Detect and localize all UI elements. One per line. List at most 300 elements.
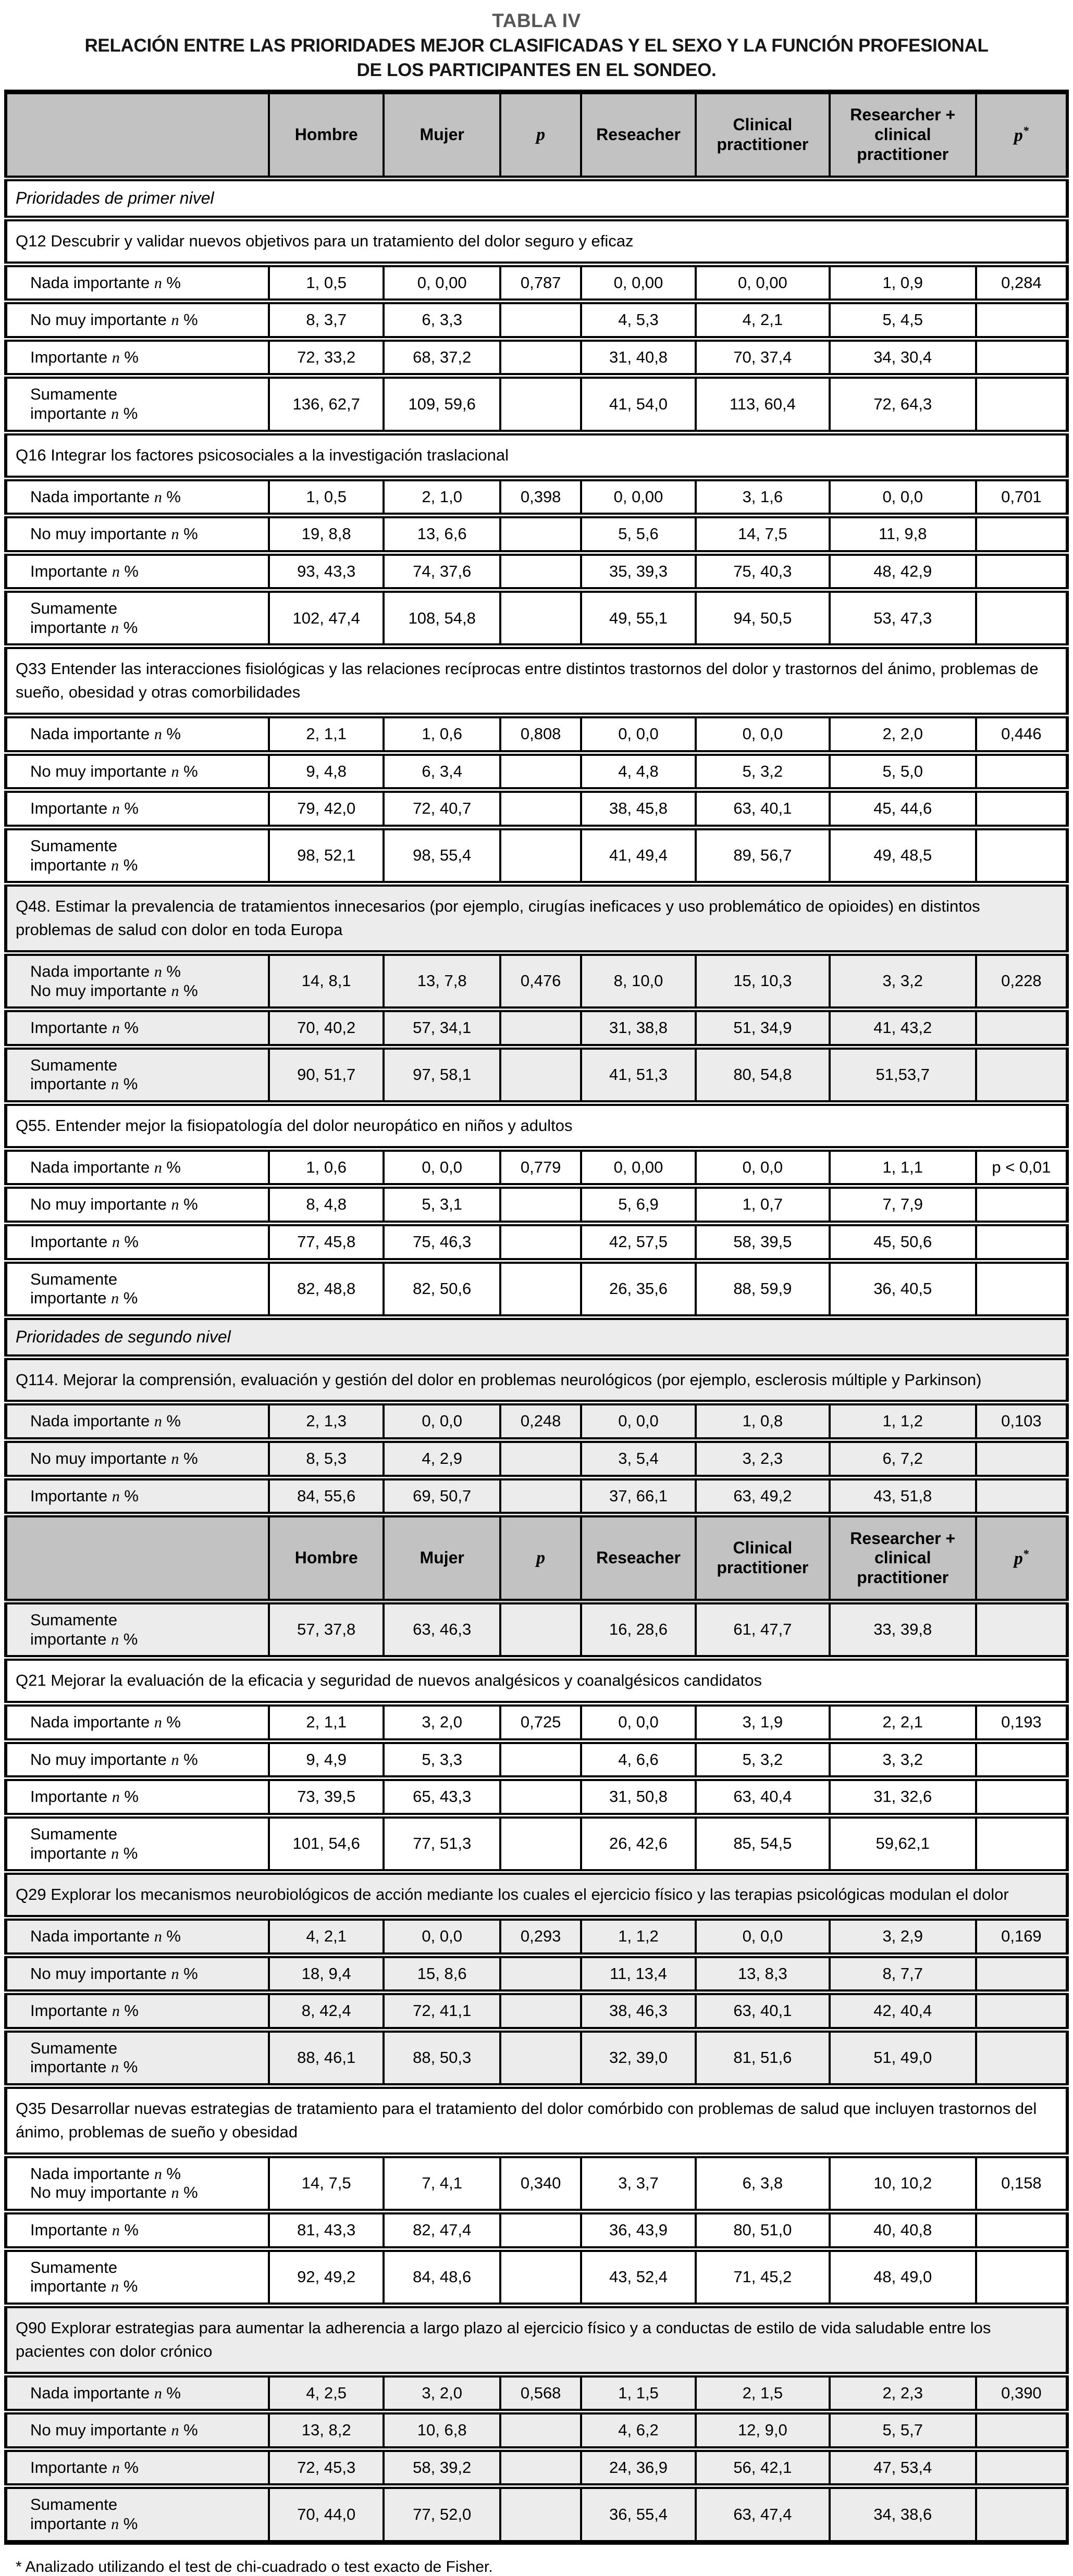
value-cell: 0,476 xyxy=(500,953,581,1010)
value-cell: 0,103 xyxy=(976,1403,1067,1440)
value-cell: 36, 43,9 xyxy=(581,2212,696,2249)
value-cell: 1, 0,9 xyxy=(830,264,976,302)
row-label-cell: No muy importante n % xyxy=(6,302,269,339)
value-cell: 14, 7,5 xyxy=(696,516,830,553)
value-cell: 98, 55,4 xyxy=(384,828,500,884)
section-row xyxy=(6,1317,1067,1357)
data-row xyxy=(6,2374,1067,2412)
value-cell: 0,293 xyxy=(500,1918,581,1956)
value-cell: 34, 38,6 xyxy=(830,2486,976,2542)
data-row xyxy=(6,1602,1067,1658)
value-cell: 63, 40,1 xyxy=(696,1993,830,2030)
value-cell: 12, 9,0 xyxy=(696,2412,830,2449)
value-cell: 0, 0,0 xyxy=(384,1403,500,1440)
value-cell xyxy=(500,790,581,828)
value-cell: 65, 43,3 xyxy=(384,1778,500,1816)
value-cell: 19, 8,8 xyxy=(269,516,384,553)
value-cell: 57, 37,8 xyxy=(269,1602,384,1658)
value-cell: 0,779 xyxy=(500,1149,581,1186)
value-cell xyxy=(500,1010,581,1047)
value-cell: 0, 0,00 xyxy=(581,478,696,516)
value-cell: 18, 9,4 xyxy=(269,1955,384,1993)
value-cell: 3, 2,3 xyxy=(696,1440,830,1478)
row-label-cell: Nada importante n % xyxy=(6,1704,269,1741)
question-title: Q90 Explorar estrategias para aumentar la adherencia a largo plazo al ejercicio físico y a conductas de estilo de vida saludable entre los pacientes con dolor crónico xyxy=(6,2305,1067,2374)
value-cell: 101, 54,6 xyxy=(269,1816,384,1872)
value-cell xyxy=(976,1261,1067,1317)
value-cell: 8, 3,7 xyxy=(269,302,384,339)
value-cell: 4, 5,3 xyxy=(581,302,696,339)
value-cell: 2, 1,1 xyxy=(269,716,384,753)
value-cell: 32, 39,0 xyxy=(581,2030,696,2086)
question-row xyxy=(6,2086,1067,2156)
table-footnote: * Analizado utilizando el test de chi-cuadrado o test exacto de Fisher. xyxy=(16,2558,493,2575)
header-cell-p: p xyxy=(500,1515,581,1602)
value-cell: 3, 5,4 xyxy=(581,1440,696,1478)
header-cell-empty xyxy=(6,92,269,179)
value-cell xyxy=(500,1186,581,1224)
value-cell: 88, 46,1 xyxy=(269,2030,384,2086)
header-cell-p: p* xyxy=(976,92,1067,179)
value-cell xyxy=(976,1741,1067,1778)
value-cell: 48, 49,0 xyxy=(830,2249,976,2305)
value-cell: 2, 2,0 xyxy=(830,716,976,753)
value-cell: 88, 50,3 xyxy=(384,2030,500,2086)
row-label-cell: Nada importante n % xyxy=(6,478,269,516)
value-cell: 33, 39,8 xyxy=(830,1602,976,1658)
data-row xyxy=(6,376,1067,432)
value-cell: 31, 40,8 xyxy=(581,339,696,376)
value-cell: 1, 0,5 xyxy=(269,264,384,302)
value-cell: 82, 47,4 xyxy=(384,2212,500,2249)
row-label-cell: No muy importante n % xyxy=(6,753,269,790)
value-cell xyxy=(976,1440,1067,1478)
value-cell xyxy=(976,1186,1067,1224)
value-cell: 42, 40,4 xyxy=(830,1993,976,2030)
value-cell: 24, 36,9 xyxy=(581,2449,696,2486)
question-row xyxy=(6,1103,1067,1149)
data-row xyxy=(6,1778,1067,1816)
row-label-cell: Importante n % xyxy=(6,1993,269,2030)
data-row xyxy=(6,1186,1067,1224)
value-cell xyxy=(976,1010,1067,1047)
value-cell: 0, 0,0 xyxy=(696,1918,830,1956)
row-label-cell: No muy importante n % xyxy=(6,1186,269,1224)
value-cell: 0,340 xyxy=(500,2155,581,2211)
value-cell: 93, 43,3 xyxy=(269,553,384,590)
value-cell: 2, 1,3 xyxy=(269,1403,384,1440)
value-cell: 63, 46,3 xyxy=(384,1602,500,1658)
value-cell: 2, 1,1 xyxy=(269,1704,384,1741)
value-cell: 0, 0,0 xyxy=(581,716,696,753)
value-cell: 41, 43,2 xyxy=(830,1010,976,1047)
value-cell: 82, 50,6 xyxy=(384,1261,500,1317)
value-cell: 0, 0,00 xyxy=(384,264,500,302)
value-cell xyxy=(500,2030,581,2086)
table-header-row xyxy=(6,1515,1067,1602)
question-row xyxy=(6,218,1067,264)
header-cell-mujer: Mujer xyxy=(384,92,500,179)
value-cell xyxy=(500,1741,581,1778)
value-cell: 0,398 xyxy=(500,478,581,516)
value-cell xyxy=(976,2449,1067,2486)
header-cell-hombre: Hombre xyxy=(269,1515,384,1602)
data-row xyxy=(6,1149,1067,1186)
row-label-cell: Sumamente importante n % xyxy=(6,590,269,646)
value-cell: 6, 3,8 xyxy=(696,2155,830,2211)
value-cell xyxy=(976,1047,1067,1103)
value-cell xyxy=(976,2249,1067,2305)
value-cell: 77, 51,3 xyxy=(384,1816,500,1872)
question-title: Q114. Mejorar la comprensión, evaluación y gestión del dolor en problemas neurológicos (por ejemplo, esclerosis múltiple y Parkinson) xyxy=(6,1357,1067,1403)
value-cell xyxy=(500,2486,581,2542)
value-cell: 38, 45,8 xyxy=(581,790,696,828)
value-cell xyxy=(976,339,1067,376)
data-row xyxy=(6,716,1067,753)
data-row xyxy=(6,1816,1067,1872)
value-cell xyxy=(500,302,581,339)
value-cell: 3, 2,9 xyxy=(830,1918,976,1956)
question-title: Q35 Desarrollar nuevas estrategias de tratamiento para el tratamiento del dolor comórbido con problemas de salud que incluyen trastornos del ánimo, problemas de sueño y obesidad xyxy=(6,2086,1067,2156)
data-row xyxy=(6,1918,1067,1956)
value-cell: 1, 0,6 xyxy=(269,1149,384,1186)
value-cell: 16, 28,6 xyxy=(581,1602,696,1658)
value-cell: 51, 34,9 xyxy=(696,1010,830,1047)
data-row xyxy=(6,302,1067,339)
value-cell: 38, 46,3 xyxy=(581,1993,696,2030)
value-cell xyxy=(500,828,581,884)
value-cell: 2, 2,1 xyxy=(830,1704,976,1741)
value-cell xyxy=(500,516,581,553)
value-cell: 80, 54,8 xyxy=(696,1047,830,1103)
data-row xyxy=(6,478,1067,516)
value-cell xyxy=(500,590,581,646)
value-cell: 31, 38,8 xyxy=(581,1010,696,1047)
value-cell: 14, 8,1 xyxy=(269,953,384,1010)
header-cell-clinical-practitioner: Clinical practitioner xyxy=(696,92,830,179)
data-row xyxy=(6,1010,1067,1047)
value-cell: 97, 58,1 xyxy=(384,1047,500,1103)
data-row xyxy=(6,2155,1067,2211)
value-cell xyxy=(500,1993,581,2030)
value-cell xyxy=(500,1440,581,1478)
value-cell: 5, 3,1 xyxy=(384,1186,500,1224)
value-cell: 70, 37,4 xyxy=(696,339,830,376)
section-row xyxy=(6,179,1067,219)
value-cell: 0, 0,00 xyxy=(581,264,696,302)
row-label-cell: Sumamente importante n % xyxy=(6,1261,269,1317)
value-cell: 3, 2,0 xyxy=(384,1704,500,1741)
value-cell: 8, 7,7 xyxy=(830,1955,976,1993)
value-cell: 10, 6,8 xyxy=(384,2412,500,2449)
value-cell: 41, 49,4 xyxy=(581,828,696,884)
value-cell: 80, 51,0 xyxy=(696,2212,830,2249)
question-title: Q55. Entender mejor la fisiopatología del dolor neuropático en niños y adultos xyxy=(6,1103,1067,1149)
value-cell: 2, 2,3 xyxy=(830,2374,976,2412)
data-row xyxy=(6,828,1067,884)
value-cell: 2, 1,0 xyxy=(384,478,500,516)
value-cell: 7, 4,1 xyxy=(384,2155,500,2211)
value-cell: 75, 46,3 xyxy=(384,1224,500,1261)
value-cell: 1, 1,1 xyxy=(830,1149,976,1186)
value-cell: 3, 1,9 xyxy=(696,1704,830,1741)
question-title: Q12 Descubrir y validar nuevos objetivos para un tratamiento del dolor seguro y eficaz xyxy=(6,218,1067,264)
value-cell: 56, 42,1 xyxy=(696,2449,830,2486)
data-row xyxy=(6,953,1067,1010)
question-row xyxy=(6,1658,1067,1704)
value-cell: 43, 52,4 xyxy=(581,2249,696,2305)
value-cell: 3, 3,2 xyxy=(830,1741,976,1778)
value-cell xyxy=(500,2212,581,2249)
row-label-cell: No muy importante n % xyxy=(6,2412,269,2449)
value-cell: 0, 0,0 xyxy=(696,716,830,753)
row-label-cell: Sumamente importante n % xyxy=(6,1602,269,1658)
row-label-cell: Nada importante n % xyxy=(6,716,269,753)
value-cell xyxy=(976,2412,1067,2449)
row-label-cell: No muy importante n % xyxy=(6,1741,269,1778)
question-row xyxy=(6,432,1067,478)
table-title-text-line1: RELACIÓN ENTRE LAS PRIORIDADES MEJOR CLASIFICADAS Y EL SEXO Y LA FUNCIÓN PROFESIONAL xyxy=(84,35,989,56)
value-cell: 84, 55,6 xyxy=(269,1477,384,1515)
row-label-cell: Sumamente importante n % xyxy=(6,2030,269,2086)
value-cell: 15, 8,6 xyxy=(384,1955,500,1993)
data-row xyxy=(6,339,1067,376)
value-cell: 77, 45,8 xyxy=(269,1224,384,1261)
value-cell: 5, 5,0 xyxy=(830,753,976,790)
data-row xyxy=(6,2449,1067,2486)
value-cell: 98, 52,1 xyxy=(269,828,384,884)
value-cell: 68, 37,2 xyxy=(384,339,500,376)
value-cell xyxy=(500,2249,581,2305)
row-label-cell: Importante n % xyxy=(6,1224,269,1261)
value-cell: 4, 2,1 xyxy=(269,1918,384,1956)
value-cell: 0,248 xyxy=(500,1403,581,1440)
value-cell: 4, 2,5 xyxy=(269,2374,384,2412)
value-cell: 4, 6,2 xyxy=(581,2412,696,2449)
question-row xyxy=(6,1357,1067,1403)
value-cell: 14, 7,5 xyxy=(269,2155,384,2211)
value-cell: 11, 9,8 xyxy=(830,516,976,553)
value-cell: 74, 37,6 xyxy=(384,553,500,590)
value-cell: 3, 2,0 xyxy=(384,2374,500,2412)
value-cell: 0, 0,0 xyxy=(581,1704,696,1741)
row-label-cell: Sumamente importante n % xyxy=(6,1816,269,1872)
value-cell: 5, 4,5 xyxy=(830,302,976,339)
value-cell: 3, 1,6 xyxy=(696,478,830,516)
value-cell: 35, 39,3 xyxy=(581,553,696,590)
question-title: Q48. Estimar la prevalencia de tratamientos innecesarios (por ejemplo, cirugías ineficaces y uso problemático de opioides) en distintos problemas de salud con dolor en toda Europa xyxy=(6,884,1067,953)
row-label-cell: Nada importante n % xyxy=(6,1918,269,1956)
value-cell: 1, 0,5 xyxy=(269,478,384,516)
value-cell: 5, 3,3 xyxy=(384,1741,500,1778)
data-row xyxy=(6,753,1067,790)
value-cell: 10, 10,2 xyxy=(830,2155,976,2211)
value-cell: 8, 4,8 xyxy=(269,1186,384,1224)
row-label-cell: Nada importante n % xyxy=(6,2374,269,2412)
value-cell: 51, 49,0 xyxy=(830,2030,976,2086)
question-title: Q33 Entender las interacciones fisiológicas y las relaciones recíprocas entre distintos trastornos del dolor y trastornos del ánimo, problemas de sueño, obesidad y otras comorbilidades xyxy=(6,646,1067,716)
value-cell: 42, 57,5 xyxy=(581,1224,696,1261)
data-row xyxy=(6,516,1067,553)
value-cell: 41, 54,0 xyxy=(581,376,696,432)
data-row xyxy=(6,1993,1067,2030)
value-cell: 81, 43,3 xyxy=(269,2212,384,2249)
header-cell-clinical-practitioner: Clinical practitioner xyxy=(696,1515,830,1602)
header-cell-researcher-clinical-practitioner: Researcher + clinical practitioner xyxy=(830,92,976,179)
value-cell xyxy=(976,1993,1067,2030)
data-row xyxy=(6,2249,1067,2305)
data-row xyxy=(6,2212,1067,2249)
results-table-body xyxy=(6,92,1067,2543)
value-cell: 94, 50,5 xyxy=(696,590,830,646)
question-row xyxy=(6,646,1067,716)
header-cell-p: p* xyxy=(976,1515,1067,1602)
value-cell: 9, 4,9 xyxy=(269,1741,384,1778)
value-cell: 77, 52,0 xyxy=(384,2486,500,2542)
data-row xyxy=(6,1224,1067,1261)
value-cell: 0, 0,00 xyxy=(696,264,830,302)
value-cell xyxy=(976,1955,1067,1993)
table-title-text-line2: DE LOS PARTICIPANTES EN EL SONDEO. xyxy=(356,60,717,80)
header-cell-empty xyxy=(6,1515,269,1602)
data-row xyxy=(6,590,1067,646)
value-cell: 70, 44,0 xyxy=(269,2486,384,2542)
data-row xyxy=(6,1741,1067,1778)
row-label-cell: Sumamente importante n % xyxy=(6,828,269,884)
row-label-cell: No muy importante n % xyxy=(6,1955,269,1993)
value-cell: 109, 59,6 xyxy=(384,376,500,432)
value-cell xyxy=(500,1261,581,1317)
value-cell xyxy=(500,1047,581,1103)
question-row xyxy=(6,2305,1067,2374)
value-cell: 0, 0,0 xyxy=(696,1149,830,1186)
row-label-cell: Importante n % xyxy=(6,339,269,376)
value-cell: 51,53,7 xyxy=(830,1047,976,1103)
value-cell xyxy=(976,2030,1067,2086)
value-cell: 0,808 xyxy=(500,716,581,753)
value-cell: 89, 56,7 xyxy=(696,828,830,884)
value-cell: 1, 1,2 xyxy=(581,1918,696,1956)
value-cell xyxy=(976,590,1067,646)
value-cell: 49, 48,5 xyxy=(830,828,976,884)
value-cell: 81, 51,6 xyxy=(696,2030,830,2086)
row-label-cell: Importante n % xyxy=(6,553,269,590)
section-title: Prioridades de primer nivel xyxy=(6,179,1067,219)
value-cell: 4, 4,8 xyxy=(581,753,696,790)
value-cell: 71, 45,2 xyxy=(696,2249,830,2305)
question-title: Q16 Integrar los factores psicosociales a la investigación traslacional xyxy=(6,432,1067,478)
row-label-cell: Nada importante n % xyxy=(6,1149,269,1186)
value-cell: 63, 49,2 xyxy=(696,1477,830,1515)
value-cell: 47, 53,4 xyxy=(830,2449,976,2486)
value-cell: 26, 35,6 xyxy=(581,1261,696,1317)
row-label-cell: Sumamente importante n % xyxy=(6,1047,269,1103)
value-cell: 0,446 xyxy=(976,716,1067,753)
value-cell xyxy=(500,1477,581,1515)
value-cell: 0,169 xyxy=(976,1918,1067,1956)
value-cell: 72, 64,3 xyxy=(830,376,976,432)
value-cell xyxy=(500,1816,581,1872)
value-cell: 0, 0,00 xyxy=(581,1149,696,1186)
value-cell: 6, 3,3 xyxy=(384,302,500,339)
data-row xyxy=(6,1955,1067,1993)
value-cell: 37, 66,1 xyxy=(581,1477,696,1515)
value-cell: 63, 40,4 xyxy=(696,1778,830,1816)
header-cell-p: p xyxy=(500,92,581,179)
value-cell: 11, 13,4 xyxy=(581,1955,696,1993)
value-cell: 0,568 xyxy=(500,2374,581,2412)
row-label-cell: Importante n % xyxy=(6,1477,269,1515)
value-cell: 75, 40,3 xyxy=(696,553,830,590)
value-cell: 72, 41,1 xyxy=(384,1993,500,2030)
value-cell xyxy=(976,1477,1067,1515)
value-cell xyxy=(976,2212,1067,2249)
value-cell: 57, 34,1 xyxy=(384,1010,500,1047)
data-row xyxy=(6,2486,1067,2542)
value-cell xyxy=(500,2412,581,2449)
value-cell: 108, 54,8 xyxy=(384,590,500,646)
row-label-cell: Nada importante n % No muy importante n % xyxy=(6,953,269,1010)
value-cell: 3, 3,2 xyxy=(830,953,976,1010)
value-cell: 43, 51,8 xyxy=(830,1477,976,1515)
value-cell: 2, 1,5 xyxy=(696,2374,830,2412)
value-cell: 0, 0,0 xyxy=(581,1403,696,1440)
value-cell: 31, 50,8 xyxy=(581,1778,696,1816)
value-cell: 0, 0,0 xyxy=(830,478,976,516)
value-cell: 53, 47,3 xyxy=(830,590,976,646)
data-row xyxy=(6,1440,1067,1478)
value-cell: 1, 0,8 xyxy=(696,1403,830,1440)
value-cell: 31, 32,6 xyxy=(830,1778,976,1816)
header-cell-researcher-clinical-practitioner: Researcher + clinical practitioner xyxy=(830,1515,976,1602)
value-cell xyxy=(500,553,581,590)
value-cell: 0,193 xyxy=(976,1704,1067,1741)
value-cell: 36, 40,5 xyxy=(830,1261,976,1317)
row-label-cell: Nada importante n % No muy importante n % xyxy=(6,2155,269,2211)
row-label-cell: No muy importante n % xyxy=(6,516,269,553)
row-label-cell: Importante n % xyxy=(6,790,269,828)
value-cell: 63, 47,4 xyxy=(696,2486,830,2542)
value-cell: 0, 0,0 xyxy=(384,1149,500,1186)
value-cell: 0,228 xyxy=(976,953,1067,1010)
value-cell: 5, 5,6 xyxy=(581,516,696,553)
value-cell: 5, 5,7 xyxy=(830,2412,976,2449)
row-label-cell: Importante n % xyxy=(6,1778,269,1816)
value-cell: 45, 44,6 xyxy=(830,790,976,828)
data-row xyxy=(6,264,1067,302)
question-title: Q29 Explorar los mecanismos neurobiológicos de acción mediante los cuales el ejercicio físico y las terapias psicológicas modulan el dolor xyxy=(6,1872,1067,1918)
row-label-cell: Nada importante n % xyxy=(6,1403,269,1440)
value-cell xyxy=(976,516,1067,553)
value-cell: 45, 50,6 xyxy=(830,1224,976,1261)
value-cell: 136, 62,7 xyxy=(269,376,384,432)
value-cell xyxy=(500,376,581,432)
value-cell: 70, 40,2 xyxy=(269,1010,384,1047)
value-cell: 58, 39,2 xyxy=(384,2449,500,2486)
value-cell: 0,390 xyxy=(976,2374,1067,2412)
value-cell: 88, 59,9 xyxy=(696,1261,830,1317)
value-cell: 40, 40,8 xyxy=(830,2212,976,2249)
value-cell: 49, 55,1 xyxy=(581,590,696,646)
value-cell: 59,62,1 xyxy=(830,1816,976,1872)
header-cell-reseacher: Reseacher xyxy=(581,1515,696,1602)
value-cell: 72, 33,2 xyxy=(269,339,384,376)
header-cell-hombre: Hombre xyxy=(269,92,384,179)
value-cell: 1, 0,7 xyxy=(696,1186,830,1224)
value-cell: 6, 3,4 xyxy=(384,753,500,790)
data-row xyxy=(6,1477,1067,1515)
value-cell: 1, 1,2 xyxy=(830,1403,976,1440)
